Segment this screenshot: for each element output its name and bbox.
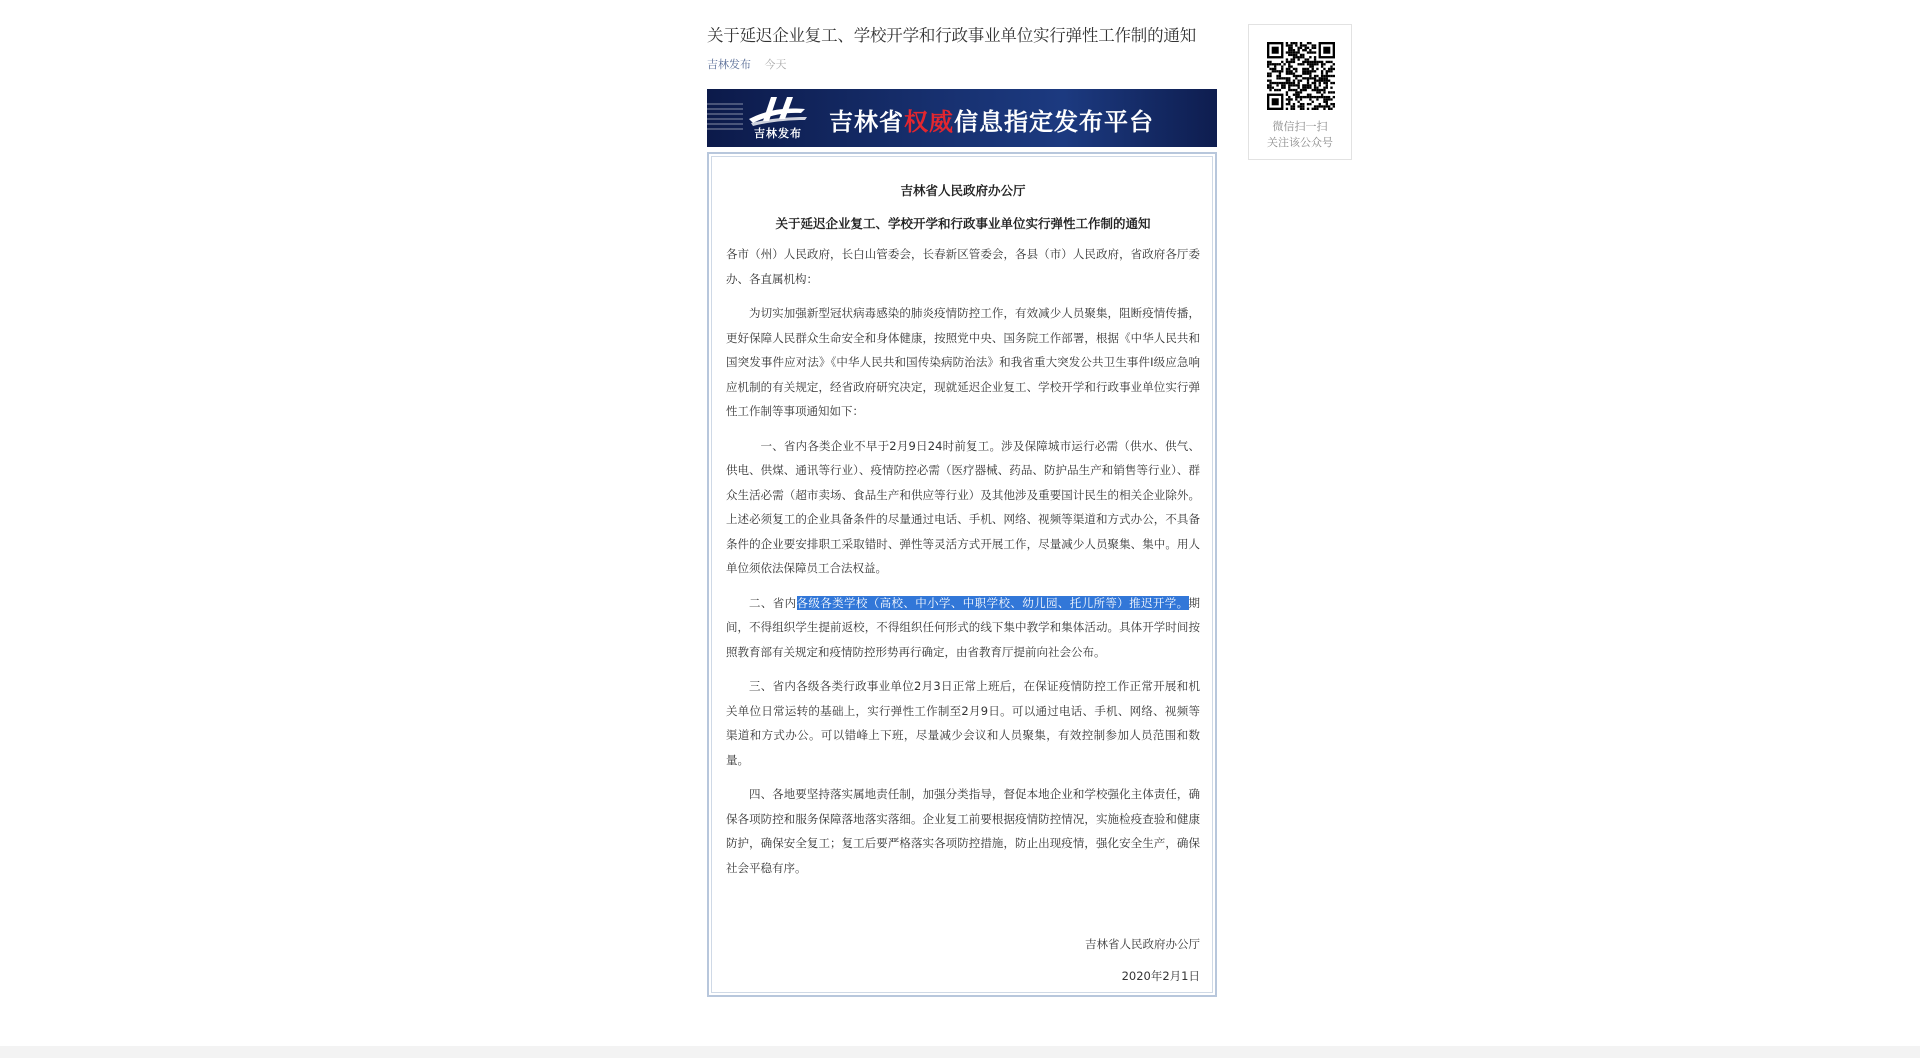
banner-title-part2: 信息指定发布平台	[954, 108, 1154, 136]
document-item-3: 三、省内各级各类行政事业单位2月3日正常上班后，在保证疫情防控工作正常开展和机关单位日常运转的基础上，实行弹性工作制至2月9日。可以通过电话、手机、网络、视频等渠道和方式办公。可以错峰上下班，尽量减少会议和人员聚集，有效控制参加人员范围和数量。	[726, 679, 1200, 767]
document-item-4: 四、各地要坚持落实属地责任制，加强分类指导，督促本地企业和学校强化主体责任，确保各项防控和服务保障落地落实落细。企业复工前要根据疫情防控情况，实施检疫查验和健康防护，确保安全复工；复工后要严格落实各项防控措施，防止出现疫情，强化安全生产，确保社会平稳有序。	[726, 787, 1200, 875]
article-container	[707, 0, 1221, 997]
document-heading: 关于延迟企业复工、学校开学和行政事业单位实行弹性工作制的通知	[775, 216, 1151, 231]
banner-logo-text: 吉林发布	[754, 127, 802, 140]
banner-stripe	[707, 103, 743, 131]
document-salutation: 各市（州）人民政府，长白山管委会，长春新区管委会，各县（市）人民政府，省政府各厅委办、各直属机构：	[726, 247, 1200, 286]
header-banner-image	[707, 89, 1217, 147]
document-intro: 为切实加强新型冠状病毒感染的肺炎疫情防控工作，有效减少人员聚集，阻断疫情传播，更好保障人民群众生命安全和身体健康，按照党中央、国务院工作部署，根据《中华人民共和国突发事件应对法》《中华人民共和国传染病防治法》和我省重大突发公共卫生事件Ⅰ级应急响应机制的有关规定，经省政府研究决定，现就延迟企业复工、学校开学和行政事业单位实行弹性工作制等事项通知如下：	[726, 306, 1200, 418]
author-link[interactable]: 吉林发布	[707, 58, 751, 71]
article-title: 关于延迟企业复工、学校开学和行政事业单位实行弹性工作制的通知	[707, 26, 1197, 45]
qr-caption-line2: 关注该公众号	[1267, 136, 1333, 149]
selected-text[interactable]: 各级各类学校（高校、中小学、中职学校、幼儿园、托儿所等）推迟开学。	[796, 595, 1189, 610]
banner-title-highlight: 权威	[904, 108, 954, 136]
document-item-2	[726, 591, 1200, 665]
banner-title	[829, 102, 1154, 137]
qr-code-panel	[1248, 24, 1352, 160]
publish-date: 今天	[764, 58, 787, 71]
item-2-rest: 期间，不得组织学生提前返校，不得组织任何形式的线下集中教学和集体活动。具体开学时间按照教育部有关规定和疫情防控形势再行确定，由省教育厅提前向社会公布。	[726, 595, 1200, 659]
item-2-prefix: 二、省内	[749, 595, 797, 610]
document-body	[711, 156, 1213, 993]
document-image-frame	[707, 152, 1217, 997]
document-sign-date: 2020年2月1日	[1121, 968, 1200, 983]
qr-code-icon	[1267, 42, 1335, 110]
article-meta	[707, 57, 1221, 73]
document-item-1: 一、省内各类企业不早于2月9日24时前复工。涉及保障城市运行必需（供水、供气、供电、供煤、通讯等行业）、疫情防控必需（医疗器械、药品、防护品生产和销售等行业）、群众生活必需（超市卖场、食品生产和供应等行业）及其他涉及重要国计民生的相关企业除外。上述必须复工的企业具备条件的尽量通过电话、手机、网络、视频等渠道和方式办公，不具备条件的企业要安排职工采取错时、弹性等灵活方式开展工作，尽量减少人员聚集、集中。用人单位须依法保障员工合法权益。	[726, 438, 1200, 575]
document-signature: 吉林省人民政府办公厅	[1085, 937, 1200, 951]
page-footer-bar	[0, 1046, 1920, 1058]
banner-title-part1: 吉林省	[829, 108, 904, 136]
qr-caption-line1: 微信扫一扫	[1272, 120, 1328, 133]
qr-caption	[1249, 119, 1351, 151]
document-issuer: 吉林省人民政府办公厅	[900, 183, 1026, 198]
